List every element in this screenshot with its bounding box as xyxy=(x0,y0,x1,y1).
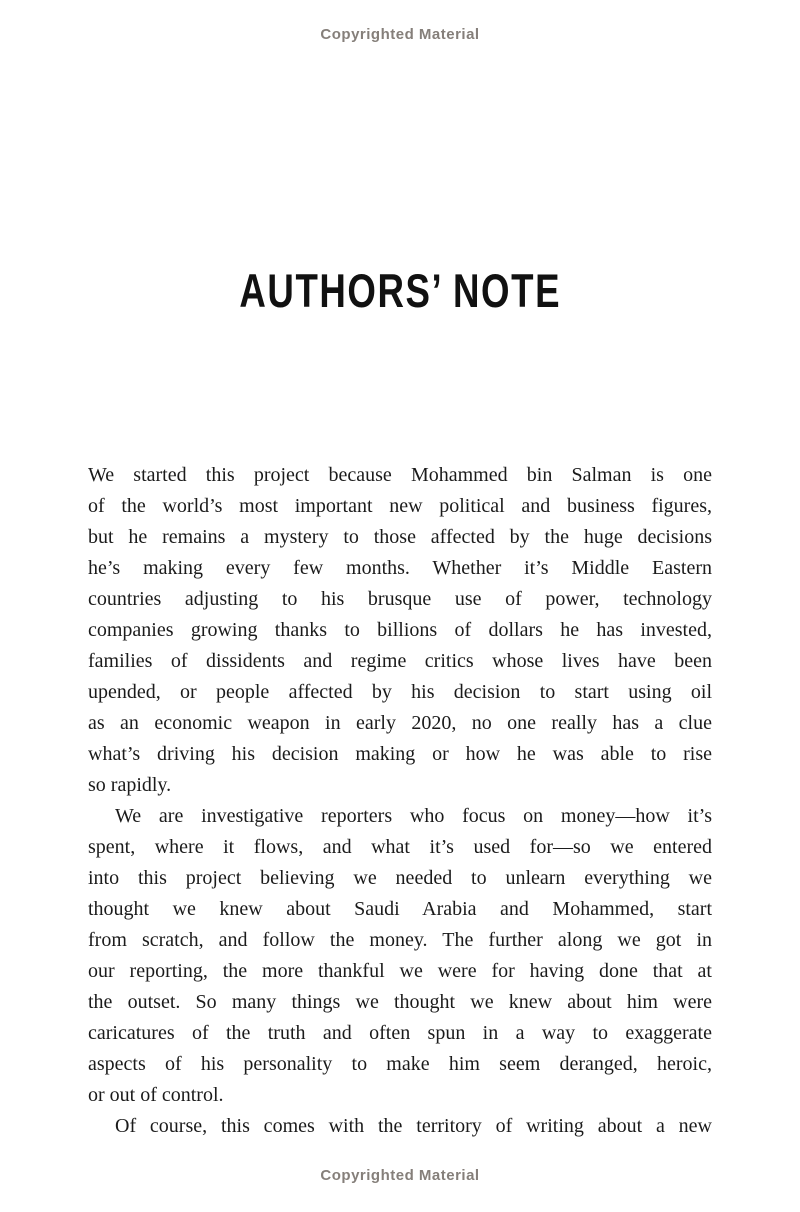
paragraph xyxy=(88,801,712,1111)
text-line: caricatures of the truth and often spun in a way to exaggerate xyxy=(88,1022,712,1044)
text-line: We started this project because Mohammed bin Salman is one xyxy=(88,464,712,486)
text-line: what’s driving his decision making or how he was able to rise xyxy=(88,743,712,765)
paragraph xyxy=(88,1111,712,1142)
text-line: We are investigative reporters who focus on money—how it’s xyxy=(115,805,712,827)
text-line: the outset. So many things we thought we knew about him were xyxy=(88,991,712,1013)
text-line: but he remains a mystery to those affected by the huge decisions xyxy=(88,526,712,548)
text-line: our reporting, the more thankful we were for having done that at xyxy=(88,960,712,982)
text-line: aspects of his personality to make him seem deranged, heroic, xyxy=(88,1053,712,1075)
chapter-title-wrap xyxy=(0,263,800,318)
text-line: spent, where it flows, and what it’s used for—so we entered xyxy=(88,836,712,858)
text-line: into this project believing we needed to unlearn everything we xyxy=(88,867,712,889)
text-line: companies growing thanks to billions of dollars he has invested, xyxy=(88,619,712,641)
text-line: families of dissidents and regime critics whose lives have been xyxy=(88,650,712,672)
copyright-watermark-top: Copyrighted Material xyxy=(320,26,480,43)
copyright-watermark-bottom: Copyrighted Material xyxy=(320,1167,480,1184)
text-line: countries adjusting to his brusque use of power, technology xyxy=(88,588,712,610)
chapter-title: AUTHORS’ NOTE xyxy=(239,264,561,317)
text-line: so rapidly. xyxy=(88,774,172,796)
text-line: as an economic weapon in early 2020, no one really has a clue xyxy=(88,712,712,734)
text-line: he’s making every few months. Whether it’s Middle Eastern xyxy=(88,557,712,579)
text-line: Of course, this comes with the territory of writing about a new xyxy=(115,1115,712,1137)
page-body xyxy=(88,460,712,1142)
text-line: or out of control. xyxy=(88,1084,224,1106)
text-line: of the world’s most important new political and business figures, xyxy=(88,495,712,517)
text-line: from scratch, and follow the money. The further along we got in xyxy=(88,929,712,951)
text-line: thought we knew about Saudi Arabia and Mohammed, start xyxy=(88,898,712,920)
text-line: upended, or people affected by his decision to start using oil xyxy=(88,681,712,703)
paragraph xyxy=(88,460,712,801)
